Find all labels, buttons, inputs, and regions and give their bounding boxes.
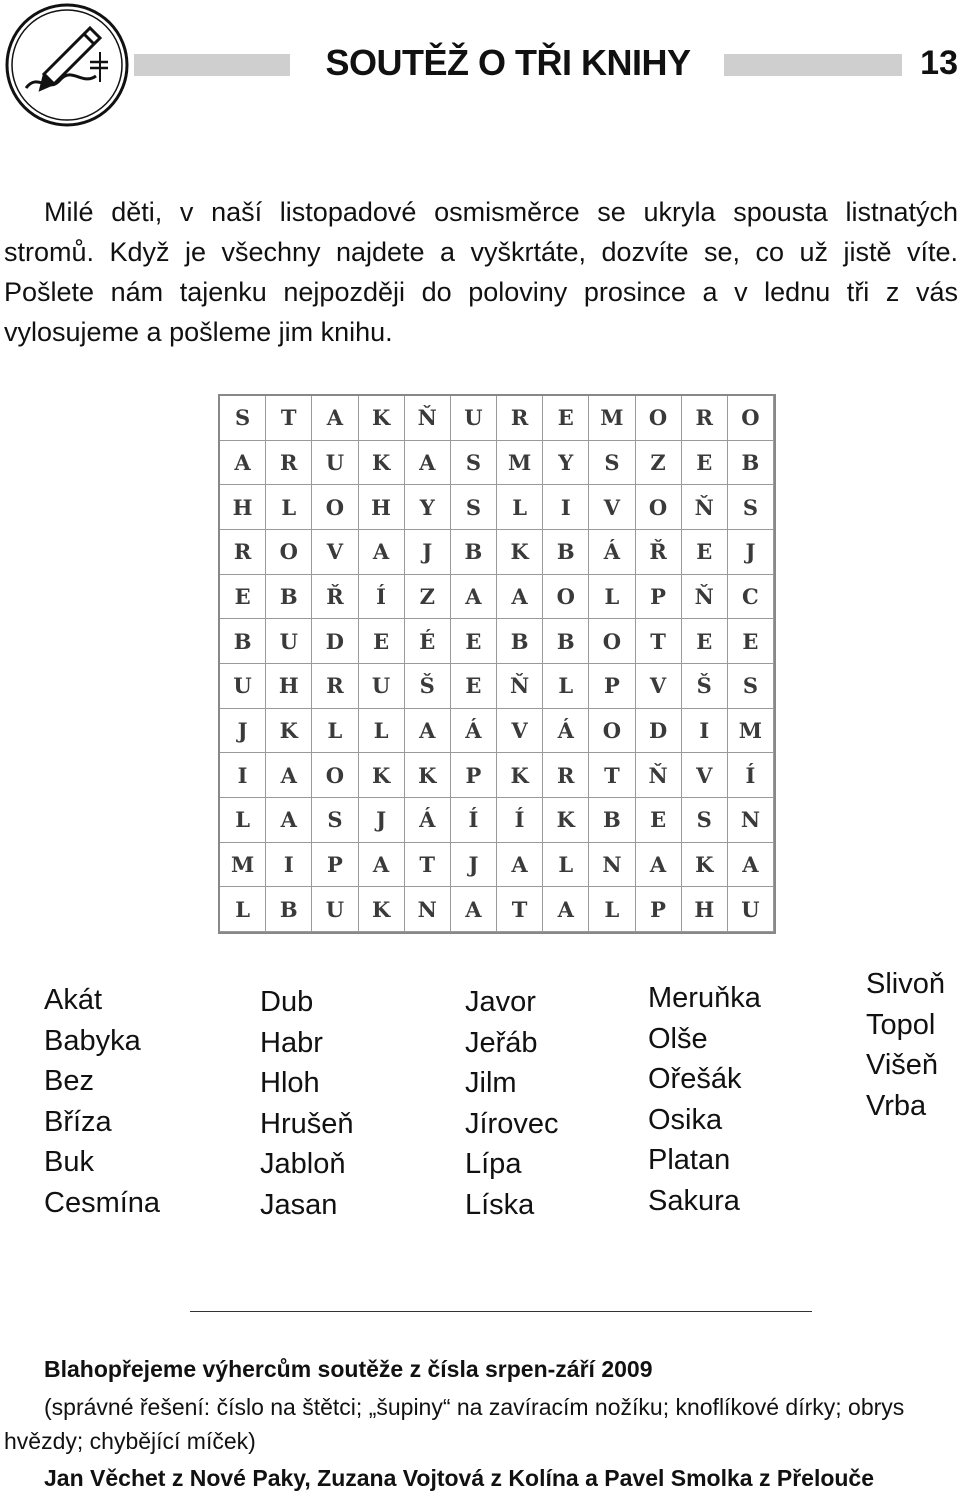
grid-cell: P bbox=[312, 843, 358, 888]
grid-cell: M bbox=[220, 843, 266, 888]
grid-cell: Ř bbox=[312, 575, 358, 620]
grid-cell: K bbox=[682, 843, 728, 888]
grid-cell: N bbox=[728, 798, 774, 843]
grid-cell: S bbox=[728, 485, 774, 530]
word-item: Vrba bbox=[866, 1089, 927, 1122]
grid-cell: B bbox=[451, 530, 497, 575]
grid-cell: O bbox=[589, 619, 635, 664]
grid-cell: O bbox=[589, 709, 635, 754]
grid-cell: Š bbox=[405, 664, 451, 709]
pen-writing-icon bbox=[4, 2, 130, 128]
grid-cell: A bbox=[405, 709, 451, 754]
grid-cell: R bbox=[497, 396, 543, 441]
grid-cell: A bbox=[543, 887, 589, 932]
grid-cell: E bbox=[451, 619, 497, 664]
intro-text: Milé děti, v naší listopadové osmisměrce se ukryla spousta listnatých stromů. Když je všechny najdete a vyškrtáte, dozvíte se, co už jistě víte. Pošlete nám tajenku nejpozději do poloviny prosince a v lednu tři z vás vylosujeme a pošleme jim knihu. bbox=[4, 197, 958, 347]
grid-cell: E bbox=[682, 441, 728, 486]
grid-cell: K bbox=[405, 753, 451, 798]
grid-cell: H bbox=[359, 485, 405, 530]
grid-cell: U bbox=[359, 664, 405, 709]
word-item: Platan bbox=[648, 1144, 731, 1176]
grid-cell: R bbox=[220, 530, 266, 575]
word-item: Topol bbox=[866, 1008, 936, 1041]
grid-cell: K bbox=[543, 798, 589, 843]
grid-cell: P bbox=[636, 575, 682, 620]
grid-cell: E bbox=[636, 798, 682, 843]
word-item: Jabloň bbox=[260, 1148, 346, 1180]
grid-cell: A bbox=[728, 843, 774, 888]
grid-cell: E bbox=[682, 530, 728, 575]
grid-cell: J bbox=[220, 709, 266, 754]
grid-cell: Á bbox=[543, 709, 589, 754]
grid-cell: O bbox=[543, 575, 589, 620]
grid-cell: D bbox=[312, 619, 358, 664]
grid-cell: B bbox=[543, 530, 589, 575]
grid-cell: B bbox=[266, 887, 312, 932]
grid-cell: K bbox=[497, 530, 543, 575]
grid-cell: I bbox=[266, 843, 312, 888]
grid-cell: A bbox=[266, 798, 312, 843]
word-item: Buk bbox=[44, 1146, 94, 1178]
grid-cell: R bbox=[266, 441, 312, 486]
grid-cell: C bbox=[728, 575, 774, 620]
grid-cell: J bbox=[451, 843, 497, 888]
grid-cell: T bbox=[636, 619, 682, 664]
grid-cell: T bbox=[405, 843, 451, 888]
grid-cell: L bbox=[497, 485, 543, 530]
word-column bbox=[260, 982, 354, 1225]
header-bar-right bbox=[724, 54, 902, 76]
grid-cell: D bbox=[636, 709, 682, 754]
grid-cell: E bbox=[359, 619, 405, 664]
grid-cell: Ň bbox=[405, 396, 451, 441]
grid-cell: L bbox=[220, 798, 266, 843]
grid-cell: L bbox=[589, 887, 635, 932]
grid-cell: P bbox=[636, 887, 682, 932]
grid-cell: R bbox=[312, 664, 358, 709]
grid-cell: S bbox=[728, 664, 774, 709]
grid-cell: U bbox=[728, 887, 774, 932]
grid-cell: L bbox=[589, 575, 635, 620]
grid-cell: P bbox=[589, 664, 635, 709]
grid-cell: I bbox=[682, 709, 728, 754]
word-item: Jilm bbox=[465, 1067, 517, 1099]
grid-cell: A bbox=[312, 396, 358, 441]
grid-cell: M bbox=[497, 441, 543, 486]
grid-cell: T bbox=[589, 753, 635, 798]
word-item: Višeň bbox=[866, 1049, 939, 1081]
grid-cell: K bbox=[266, 709, 312, 754]
divider bbox=[190, 1311, 812, 1312]
grid-cell: O bbox=[636, 396, 682, 441]
header-bar-left bbox=[134, 54, 290, 76]
grid-cell: Y bbox=[405, 485, 451, 530]
word-item: Cesmína bbox=[44, 1186, 161, 1219]
grid-cell: A bbox=[497, 575, 543, 620]
word-item: Ořešák bbox=[648, 1063, 742, 1095]
grid-cell: É bbox=[405, 619, 451, 664]
grid-cell: J bbox=[728, 530, 774, 575]
grid-cell: J bbox=[405, 530, 451, 575]
grid-cell: E bbox=[543, 396, 589, 441]
grid-cell: E bbox=[220, 575, 266, 620]
grid-cell: V bbox=[589, 485, 635, 530]
grid-cell: V bbox=[497, 709, 543, 754]
word-search-grid bbox=[218, 394, 776, 934]
grid-cell: A bbox=[451, 887, 497, 932]
grid-cell: M bbox=[589, 396, 635, 441]
word-item: Olše bbox=[648, 1022, 708, 1055]
grid-cell: Í bbox=[728, 753, 774, 798]
page-number: 13 bbox=[920, 44, 958, 82]
grid-cell: U bbox=[220, 664, 266, 709]
word-item: Javor bbox=[465, 986, 536, 1018]
grid-cell: A bbox=[405, 441, 451, 486]
winners-names: Jan Věchet z Nové Paky, Zuzana Vojtová z Kolína a Pavel Smolka z Přelouče bbox=[44, 1465, 875, 1491]
grid-cell: L bbox=[543, 664, 589, 709]
grid-cell: L bbox=[312, 709, 358, 754]
winners-title: Blahopřejeme výhercům soutěže z čísla srpen-září 2009 bbox=[44, 1356, 653, 1382]
grid-cell: Ň bbox=[497, 664, 543, 709]
page-title: SOUTĚŽ O TŘI KNIHY bbox=[325, 42, 691, 83]
word-item: Babyka bbox=[44, 1024, 141, 1057]
grid-cell: E bbox=[451, 664, 497, 709]
grid-cell: Ř bbox=[636, 530, 682, 575]
grid-cell: U bbox=[451, 396, 497, 441]
word-column bbox=[648, 978, 761, 1221]
grid-cell: U bbox=[312, 887, 358, 932]
grid-cell: L bbox=[266, 485, 312, 530]
grid-cell: Í bbox=[451, 798, 497, 843]
word-item: Osika bbox=[648, 1103, 723, 1136]
word-item: Habr bbox=[260, 1026, 323, 1059]
grid-cell: K bbox=[359, 887, 405, 932]
grid-cell: V bbox=[312, 530, 358, 575]
grid-cell: S bbox=[312, 798, 358, 843]
grid-cell: Ň bbox=[682, 575, 728, 620]
word-item: Líska bbox=[465, 1188, 535, 1221]
grid-cell: T bbox=[266, 396, 312, 441]
grid-cell: S bbox=[682, 798, 728, 843]
grid-cell: A bbox=[359, 530, 405, 575]
grid-cell: O bbox=[728, 396, 774, 441]
grid-cell: H bbox=[220, 485, 266, 530]
grid-cell: Á bbox=[589, 530, 635, 575]
grid-cell: Š bbox=[682, 664, 728, 709]
grid-cell: L bbox=[359, 709, 405, 754]
grid-cell: O bbox=[312, 753, 358, 798]
grid-cell: A bbox=[266, 753, 312, 798]
grid-cell: O bbox=[636, 485, 682, 530]
word-item: Jírovec bbox=[465, 1107, 559, 1140]
word-column bbox=[44, 980, 160, 1223]
grid-cell: N bbox=[589, 843, 635, 888]
grid-cell: Z bbox=[405, 575, 451, 620]
word-item: Dub bbox=[260, 986, 314, 1018]
grid-cell: Y bbox=[543, 441, 589, 486]
grid-cell: K bbox=[497, 753, 543, 798]
grid-cell: B bbox=[543, 619, 589, 664]
word-item: Bez bbox=[44, 1065, 94, 1097]
grid-cell: P bbox=[451, 753, 497, 798]
grid-cell: B bbox=[728, 441, 774, 486]
word-item: Lípa bbox=[465, 1148, 522, 1180]
grid-cell: L bbox=[543, 843, 589, 888]
grid-cell: R bbox=[682, 396, 728, 441]
word-item: Hrušeň bbox=[260, 1107, 354, 1140]
word-item: Meruňka bbox=[648, 982, 761, 1014]
grid-cell: Í bbox=[359, 575, 405, 620]
word-item: Akát bbox=[44, 984, 103, 1016]
grid-cell: Á bbox=[405, 798, 451, 843]
grid-cell: T bbox=[497, 887, 543, 932]
grid-cell: E bbox=[682, 619, 728, 664]
grid-cell: B bbox=[220, 619, 266, 664]
grid-cell: A bbox=[636, 843, 682, 888]
word-list bbox=[0, 968, 960, 1230]
word-item: Bříza bbox=[44, 1105, 112, 1138]
grid-cell: K bbox=[359, 753, 405, 798]
grid-cell: O bbox=[312, 485, 358, 530]
grid-cell: S bbox=[220, 396, 266, 441]
grid-cell: Í bbox=[497, 798, 543, 843]
grid-cell: A bbox=[451, 575, 497, 620]
grid-cell: M bbox=[728, 709, 774, 754]
grid-cell: B bbox=[589, 798, 635, 843]
word-item: Jasan bbox=[260, 1188, 338, 1221]
grid-cell: B bbox=[497, 619, 543, 664]
grid-cell: H bbox=[266, 664, 312, 709]
word-item: Slivoň bbox=[866, 968, 945, 1000]
grid-cell: Ň bbox=[682, 485, 728, 530]
word-column bbox=[866, 964, 945, 1126]
word-item: Sakura bbox=[648, 1184, 740, 1217]
grid-cell: A bbox=[220, 441, 266, 486]
grid-cell: R bbox=[543, 753, 589, 798]
grid-cell: S bbox=[451, 441, 497, 486]
grid-cell: E bbox=[728, 619, 774, 664]
grid-cell: H bbox=[682, 887, 728, 932]
grid-cell: K bbox=[359, 396, 405, 441]
word-column bbox=[465, 982, 558, 1225]
grid-cell: V bbox=[636, 664, 682, 709]
grid-cell: S bbox=[589, 441, 635, 486]
grid-cell: V bbox=[682, 753, 728, 798]
grid-cell: U bbox=[266, 619, 312, 664]
grid-cell: K bbox=[359, 441, 405, 486]
grid-cell: U bbox=[312, 441, 358, 486]
grid-cell: I bbox=[543, 485, 589, 530]
grid-cell: Ň bbox=[636, 753, 682, 798]
grid-cell: L bbox=[220, 887, 266, 932]
grid-cell: O bbox=[266, 530, 312, 575]
grid-cell: Á bbox=[451, 709, 497, 754]
word-item: Hloh bbox=[260, 1067, 320, 1099]
winners-solution: (správné řešení: číslo na štětci; „šupiny“ na zavíracím nožíku; knoflíkové dírky; obrys hvězdy; chybějící míček) bbox=[4, 1394, 905, 1454]
grid-cell: S bbox=[451, 485, 497, 530]
grid-cell: I bbox=[220, 753, 266, 798]
grid-cell: A bbox=[497, 843, 543, 888]
grid-cell: A bbox=[359, 843, 405, 888]
grid-cell: B bbox=[266, 575, 312, 620]
grid-cell: N bbox=[405, 887, 451, 932]
grid-cell: J bbox=[359, 798, 405, 843]
word-item: Jeřáb bbox=[465, 1026, 538, 1059]
grid-cell: Z bbox=[636, 441, 682, 486]
